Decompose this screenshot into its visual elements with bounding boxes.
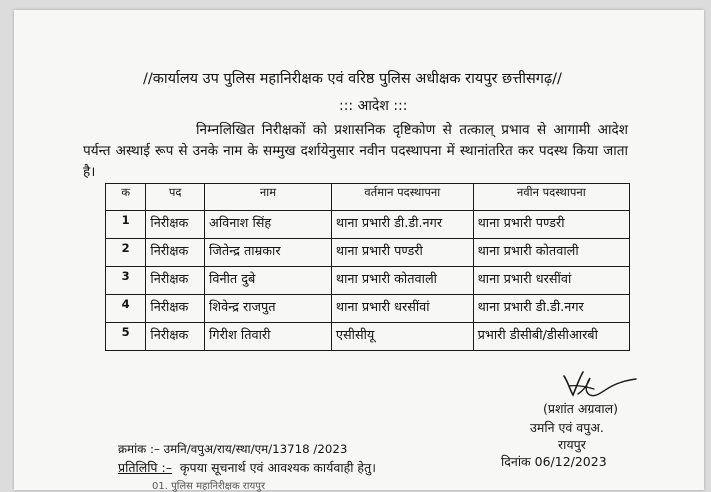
col-header-post: पद [146, 184, 205, 211]
copy-label: प्रतिलिपि :– [118, 460, 172, 475]
order-paragraph [83, 120, 628, 183]
col-header-serial: क [106, 184, 146, 211]
cell-new-posting: थाना प्रभारी कोतवाली [473, 239, 629, 267]
cell-post: निरीक्षक [146, 211, 205, 239]
order-paragraph-text: निम्नलिखित निरीक्षकों को प्रशासनिक दृष्टिकोण से तत्काल् प्रभाव से आगामी आदेश पर्यन्त अस्थाई रूप से उनके नाम के सम्मुख दर्शायेनुसार नवीन पदस्थापना में स्थानांतरित कर पदस्थ किया जाता है। [83, 122, 628, 180]
cell-new-posting: थाना प्रभारी धरसींवां [473, 267, 629, 295]
col-header-new-posting: नवीन पदस्थापना [473, 184, 629, 211]
copy-text: कृपया सूचनार्थ एवं आवश्यक कार्यवाही हेतु। [179, 460, 376, 475]
cut-off-line: 01. पुलिस महानिरीक्षक रायपुर [152, 481, 266, 492]
order-date: दिनांक 06/12/2023 [501, 454, 607, 469]
cell-serial: 2 [106, 239, 146, 267]
cell-post: निरीक्षक [146, 295, 205, 323]
signatory-place: रायपुर [558, 437, 586, 452]
office-heading: //कार्यालय उप पुलिस महानिरीक्षक एवं वरिष्ठ पुलिस अधीक्षक रायपुर छत्तीसगढ़// [143, 71, 562, 87]
signatory-designation: उमनि एवं वपुअ. [530, 420, 604, 435]
signatory-name: (प्रशांत अग्रवाल) [543, 401, 618, 416]
table-header-row [106, 184, 630, 211]
cell-serial: 3 [106, 267, 146, 295]
cell-name: जितेन्द्र ताम्रकार [205, 239, 332, 267]
cell-name: शिवेन्द्र राजपुत [205, 295, 332, 323]
cell-post: निरीक्षक [146, 267, 205, 295]
cell-name: गिरीश तिवारी [205, 323, 332, 351]
table-row [106, 267, 630, 295]
cell-serial: 5 [106, 323, 146, 351]
col-header-current-posting: वर्तमान पदस्थापना [331, 184, 473, 211]
table-row [106, 239, 630, 267]
cell-new-posting: थाना प्रभारी पण्डरी [473, 211, 629, 239]
table-row [106, 211, 630, 239]
table-row [106, 323, 630, 351]
cell-current-posting: थाना प्रभारी कोतवाली [331, 267, 473, 295]
table-row [106, 295, 630, 323]
cell-name: विनीत दुबे [205, 267, 332, 295]
cell-new-posting: थाना प्रभारी डी.डी.नगर [473, 295, 629, 323]
transfer-table [105, 183, 630, 351]
cell-new-posting: प्रभारी डीसीबी/डीसीआरबी [473, 323, 629, 351]
cell-current-posting: थाना प्रभारी धरसींवां [331, 295, 473, 323]
cell-serial: 4 [106, 295, 146, 323]
cell-post: निरीक्षक [146, 323, 205, 351]
reference-number: क्रमांक :– उमनि/वपुअ/राय/स्था/एम/13718 /2023 [118, 442, 348, 456]
cell-current-posting: एसीसीयू [331, 323, 473, 351]
cell-current-posting: थाना प्रभारी डी.डी.नगर [331, 211, 473, 239]
signature-icon [560, 368, 640, 402]
col-header-name: नाम [205, 184, 332, 211]
order-label: ::: आदेश ::: [339, 98, 408, 114]
cell-serial: 1 [106, 211, 146, 239]
cell-current-posting: थाना प्रभारी पण्डरी [331, 239, 473, 267]
cell-post: निरीक्षक [146, 239, 205, 267]
cell-name: अविनाश सिंह [205, 211, 332, 239]
copy-line [118, 459, 376, 476]
